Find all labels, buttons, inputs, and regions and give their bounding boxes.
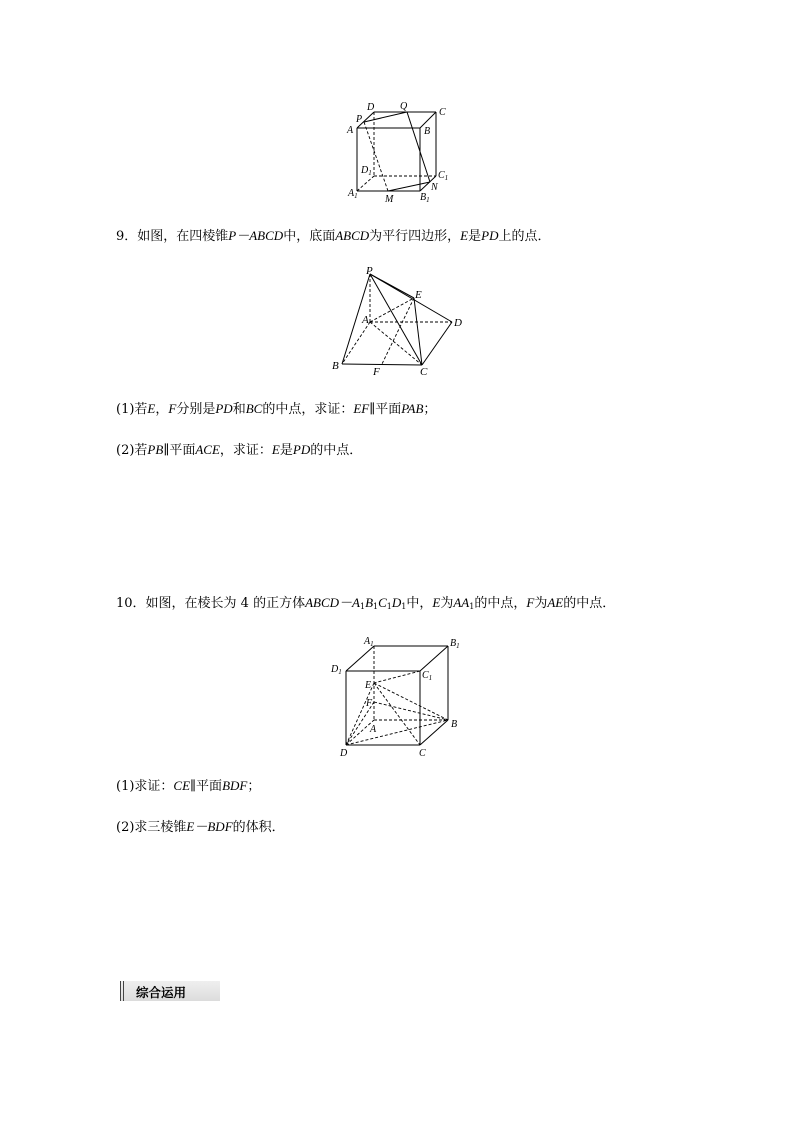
q9-part1-text: 的中点，求证： — [262, 402, 354, 417]
q9-part1-text: 分别是 — [176, 402, 216, 417]
fig2-label-C: C — [420, 366, 428, 378]
q9-number: 9． — [116, 229, 138, 244]
q10-subscript: 1 — [469, 602, 475, 611]
q9-part2-var: PD — [292, 442, 311, 457]
fig2-label-E: E — [415, 289, 422, 301]
fig1-label-Q: Q — [400, 101, 408, 112]
q10-text: 为 — [534, 596, 548, 611]
q9-part1 — [116, 400, 436, 419]
q10-var: F — [526, 595, 535, 610]
q10-part1-text: ∥平面 — [190, 779, 223, 794]
q9-part2-var: PB — [147, 442, 164, 457]
section-header-comprehensive — [120, 981, 220, 1001]
fig1-label-N: N — [431, 182, 438, 193]
q10-subscript: 1 — [401, 602, 407, 611]
q9-part1-var: BC — [245, 401, 263, 416]
q9-part1-text: ∥平面 — [369, 402, 402, 417]
q10-text: 的中点， — [474, 596, 527, 611]
fig1-label-M: M — [385, 194, 394, 205]
fig3-label-B: B — [451, 719, 458, 730]
q10-var: E — [432, 595, 441, 610]
q10-part1-var: BDF — [222, 778, 248, 793]
fig1-label-A1: $A_1$ — [348, 188, 358, 200]
q9-part2-var: E — [271, 442, 280, 457]
q10-text: 为 — [440, 596, 454, 611]
fig1-label-D1: $D_1$ — [361, 165, 372, 177]
fig1-label-B: B — [424, 126, 431, 137]
q10-part2 — [116, 818, 285, 837]
q10-text: 如图，在棱长为 4 的正方体 — [145, 596, 306, 611]
q9-part1-var: EF — [353, 401, 370, 416]
q10-var: ABCD－A — [305, 595, 360, 610]
q9-text: 如图，在四棱锥 — [137, 229, 229, 244]
fig3-label-D: D — [340, 748, 348, 759]
fig1-label-C: C — [439, 107, 446, 118]
q9-part1-text: ， — [155, 402, 169, 417]
q10-part1-var: CE — [173, 778, 191, 793]
q9-var: P－ABCD — [228, 228, 284, 243]
q9-text: 为平行四边形， — [369, 229, 461, 244]
fig3-label-A: A — [370, 724, 377, 735]
fig2-label-D: D — [454, 317, 462, 329]
q9-part2-text: 是 — [279, 443, 293, 458]
fig3-label-C1: $C_1$ — [422, 670, 433, 682]
fig3-label-A1: $A_1$ — [364, 636, 374, 648]
q10-var: AA — [453, 595, 470, 610]
q10-subscript: 1 — [373, 602, 379, 611]
q10-subscript: 1 — [359, 602, 366, 611]
q10-text: 中， — [406, 596, 433, 611]
q9-part1-var: PAB — [401, 401, 424, 416]
q9-part1-var: F — [168, 401, 177, 416]
q9-part2-text: 的中点． — [310, 443, 363, 458]
q9-part2 — [116, 441, 362, 460]
q10-var: D — [391, 595, 402, 610]
fig1-label-A: A — [347, 125, 354, 136]
q9-part1-var: PD — [215, 401, 233, 416]
fig3-label-D1: $D_1$ — [331, 664, 342, 676]
fig2-label-B: B — [332, 360, 339, 372]
q9-text: 是 — [468, 229, 482, 244]
q9-text: 中，底面 — [283, 229, 336, 244]
q10-text: 的中点． — [563, 596, 616, 611]
fig3-label-E: E — [365, 680, 372, 691]
fig2-label-F: F — [373, 366, 380, 378]
fig1-label-P: P — [356, 114, 363, 125]
figure-pyramid-pabcd — [328, 262, 470, 380]
q9-part2-text: ，求证： — [219, 443, 272, 458]
q10-subscript: 1 — [386, 602, 392, 611]
fig3-label-B1: $B_1$ — [450, 638, 460, 650]
fig3-label-C: C — [419, 748, 426, 759]
q10-number: 10． — [116, 596, 146, 611]
q9-part2-var: ACE — [195, 442, 220, 457]
q10-var: C — [378, 595, 387, 610]
q9-var: E — [460, 228, 469, 243]
fig1-label-B1: $B_1$ — [420, 192, 430, 204]
q9-text: 上的点． — [498, 229, 551, 244]
section-header-label: 综合运用 — [136, 985, 187, 1000]
fig1-label-C1: $C_1$ — [438, 170, 449, 182]
q9-stem — [116, 227, 551, 246]
q9-part2-text: ∥平面 — [163, 443, 196, 458]
q10-part1 — [116, 777, 260, 796]
fig3-label-F: F — [366, 698, 373, 709]
figure-cube-pqmn — [340, 98, 460, 206]
q10-part1-text: (1)求证： — [116, 779, 174, 794]
fig1-label-D: D — [367, 102, 375, 113]
q10-part2-text: 的体积． — [232, 820, 285, 835]
q10-part2-var: E－BDF — [186, 819, 233, 834]
q9-part2-text: (2)若 — [116, 443, 148, 458]
q10-part1-text: ； — [247, 779, 261, 794]
q9-part1-text: ； — [423, 402, 437, 417]
q10-stem — [116, 594, 615, 616]
q9-part1-text: (1)若 — [116, 402, 148, 417]
q9-part1-text: 和 — [232, 402, 246, 417]
q10-var: B — [365, 595, 374, 610]
q9-var: PD — [481, 228, 499, 243]
fig2-label-P: P — [366, 265, 373, 277]
q10-var: AE — [547, 595, 564, 610]
q9-part1-var: E — [147, 401, 156, 416]
q10-part2-text: (2)求三棱锥 — [116, 820, 187, 835]
q9-var: ABCD — [335, 228, 370, 243]
fig2-label-A: A — [362, 314, 369, 326]
figure-cube-ef — [326, 632, 466, 760]
